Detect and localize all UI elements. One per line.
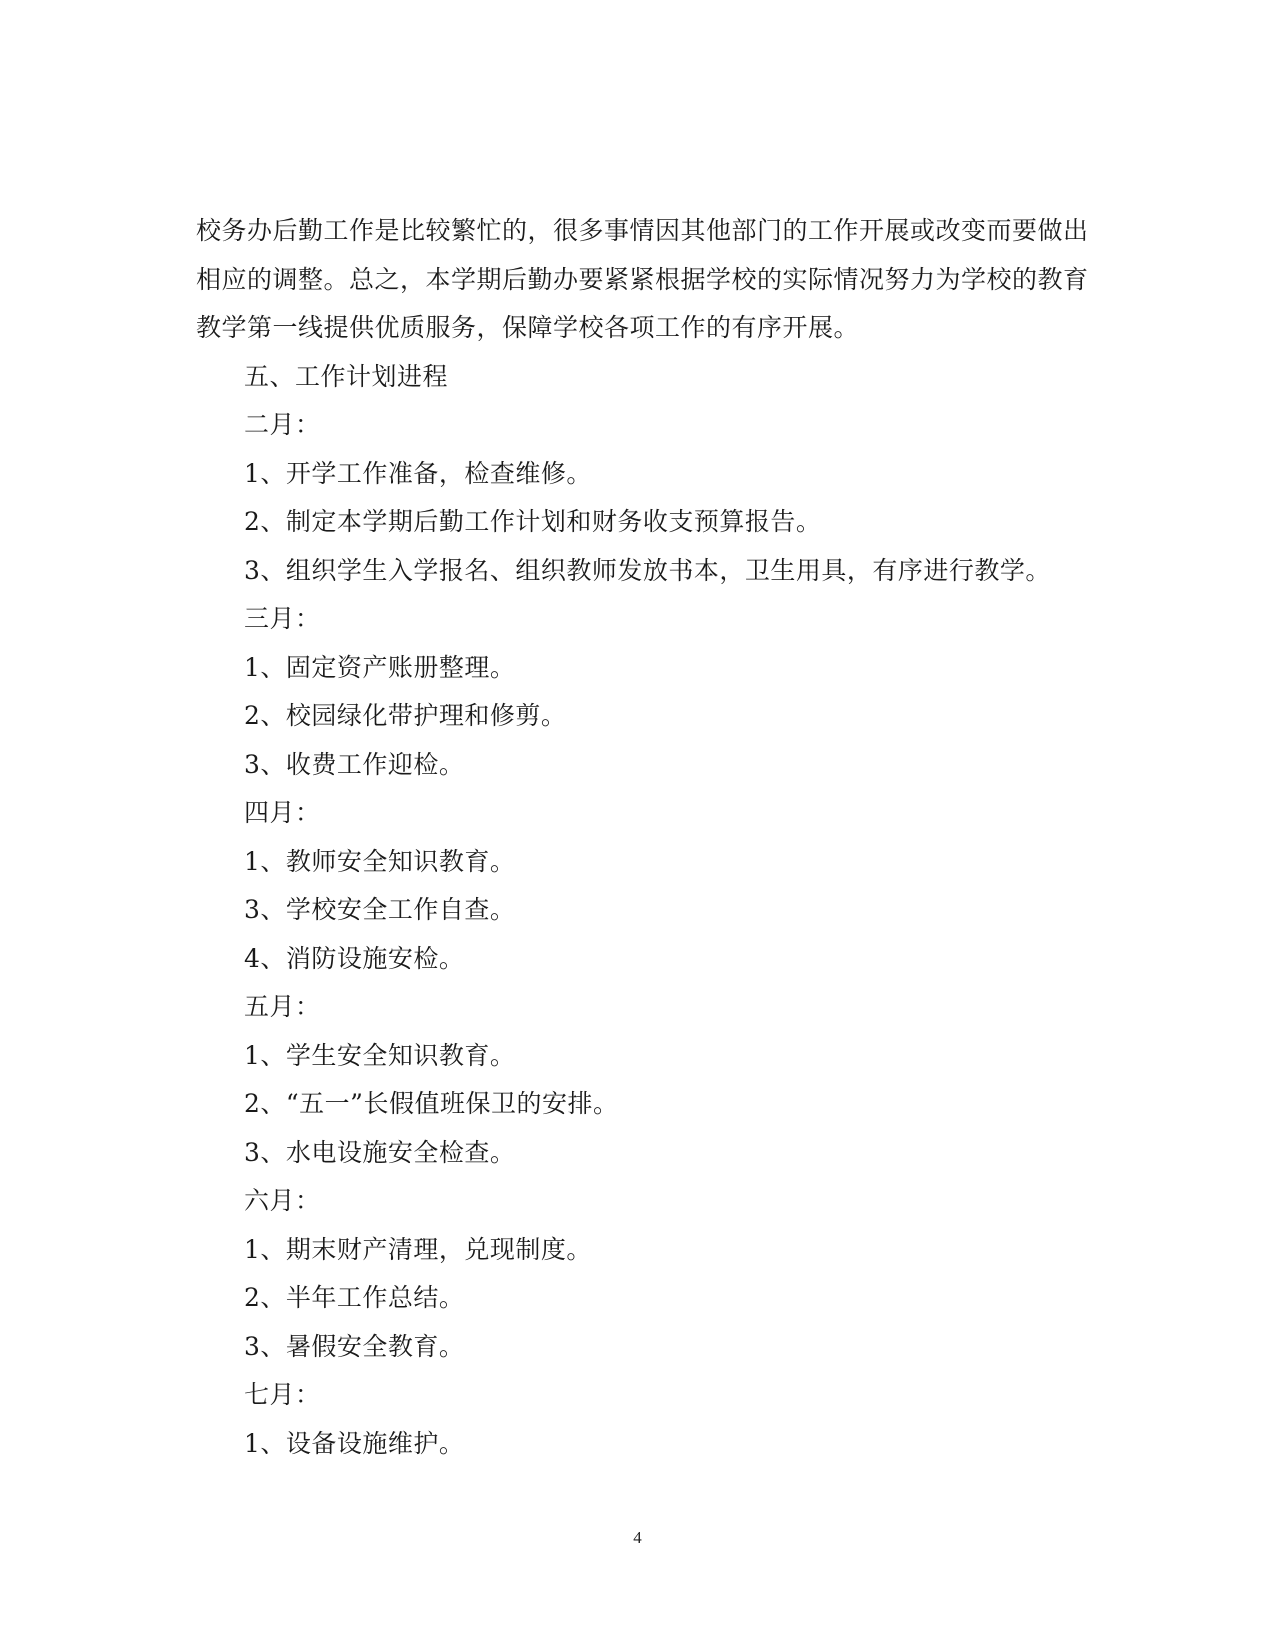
intro-line: 校务办后勤工作是比较繁忙的，很多事情因其他部门的工作开展或改变而要做出 [196, 216, 1089, 245]
list-item: 3、学校安全工作自查。 [244, 895, 516, 924]
list-item: 1、开学工作准备，检查维修。 [244, 458, 592, 488]
list-item: 3、组织学生入学报名、组织教师发放书本，卫生用具，有序进行教学。 [244, 555, 1051, 585]
list-item: 1、设备设施维护。 [244, 1428, 465, 1458]
list-item: 2、半年工作总结。 [244, 1283, 465, 1312]
document-body [196, 207, 1089, 1468]
list-item: 4、消防设施安检。 [244, 943, 465, 973]
list-item: 2、制定本学期后勤工作计划和财务收支预算报告。 [244, 507, 822, 536]
list-item: 2、“五一”长假值班保卫的安排。 [244, 1089, 619, 1118]
page-number: 4 [633, 1528, 642, 1547]
intro-line: 相应的调整。总之，本学期后勤办要紧紧根据学校的实际情况努力为学校的教育 [196, 264, 1089, 294]
month-title: 三月： [244, 604, 321, 633]
list-item: 1、教师安全知识教育。 [244, 846, 516, 876]
intro-line: 教学第一线提供优质服务，保障学校各项工作的有序开展。 [196, 313, 860, 342]
list-item: 1、固定资产账册整理。 [244, 652, 516, 682]
list-item: 3、暑假安全教育。 [244, 1331, 465, 1361]
list-item: 3、水电设施安全检查。 [244, 1137, 516, 1167]
month-title: 二月： [244, 410, 321, 439]
list-item: 1、学生安全知识教育。 [244, 1040, 516, 1070]
section-heading: 五、工作计划进程 [244, 361, 449, 391]
month-title: 七月： [244, 1380, 321, 1409]
month-title: 四月： [244, 798, 321, 827]
list-item: 1、期末财产清理，兑现制度。 [244, 1234, 592, 1264]
list-item: 3、收费工作迎检。 [244, 749, 465, 779]
month-title: 五月： [244, 992, 321, 1021]
list-item: 2、校园绿化带护理和修剪。 [244, 701, 567, 730]
month-title: 六月： [244, 1186, 321, 1215]
